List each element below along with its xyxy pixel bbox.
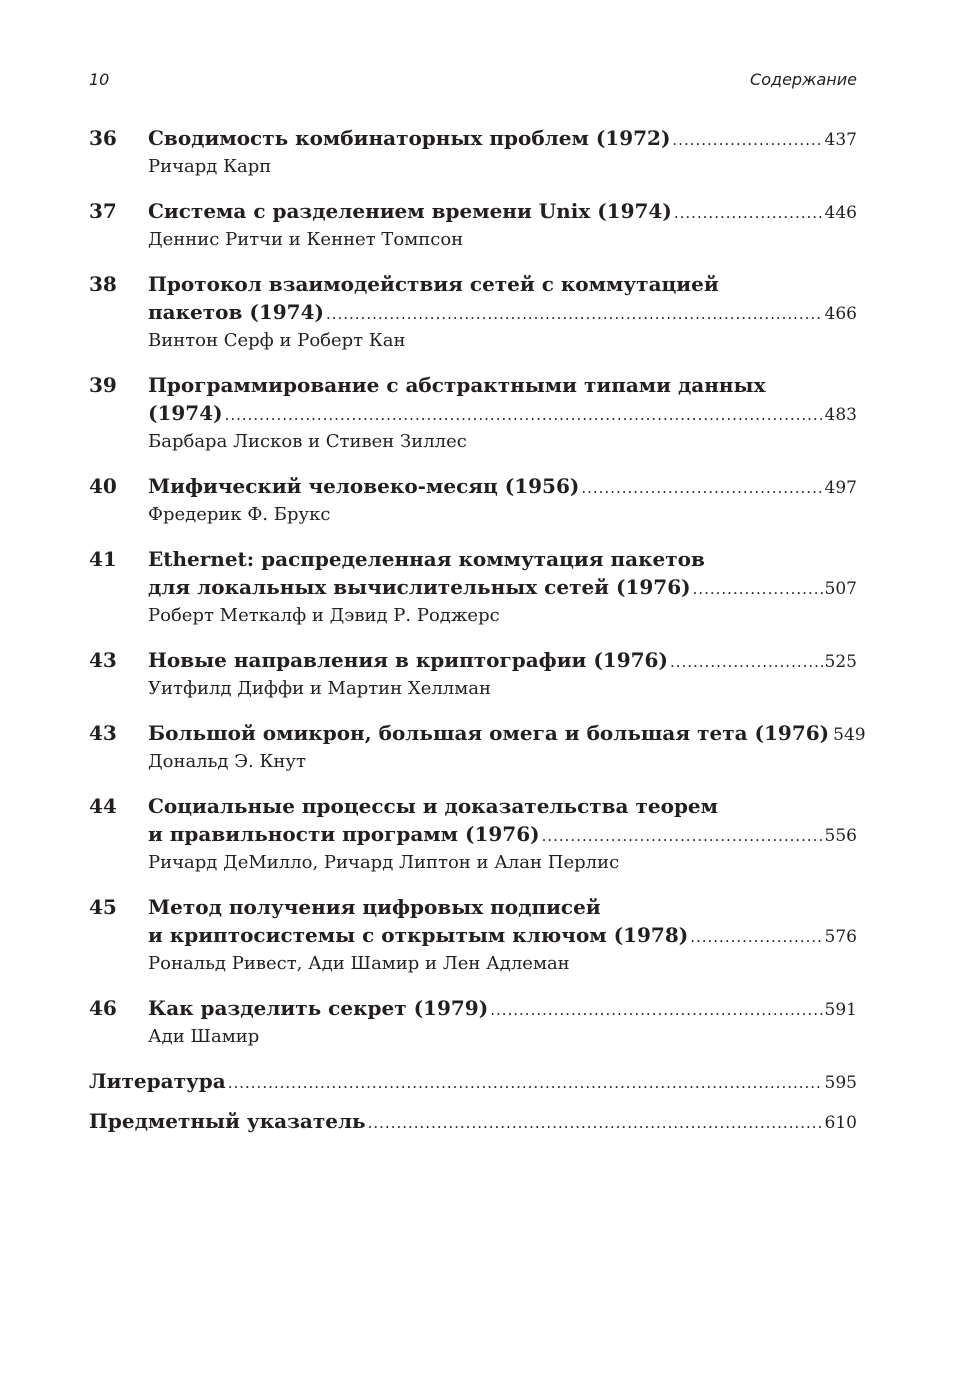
toc-entry[interactable] — [89, 472, 857, 528]
toc-entry-body — [148, 124, 857, 180]
page-ref[interactable]: 549 — [833, 725, 866, 745]
dot-leader — [326, 300, 823, 328]
toc-entry[interactable] — [89, 893, 857, 977]
toc-entry-body — [148, 270, 857, 354]
toc-entry-body — [148, 197, 857, 253]
chapter-author: Барбара Лисков и Стивен Зиллес — [148, 431, 467, 452]
chapter-number: 44 — [89, 794, 117, 818]
chapter-author: Дональд Э. Кнут — [148, 751, 306, 772]
chapter-title: и правильности программ (1976) — [148, 822, 540, 846]
chapter-title-leader-line — [148, 124, 857, 154]
page-ref[interactable]: 610 — [824, 1113, 857, 1133]
toc-entry-body — [148, 792, 857, 876]
chapter-title-leader-line — [148, 472, 857, 502]
back-matter-title: Литература — [89, 1069, 226, 1093]
page-ref[interactable]: 591 — [824, 1000, 857, 1020]
toc-entry[interactable] — [89, 124, 857, 180]
page-ref[interactable]: 483 — [824, 405, 857, 425]
page-ref[interactable]: 556 — [824, 826, 857, 846]
toc-entry-body — [148, 545, 857, 629]
table-of-contents — [89, 124, 866, 1147]
chapter-title: и криптосистемы с открытым ключом (1978) — [148, 923, 689, 947]
chapter-title-line: Социальные процессы и доказательства теорем — [148, 794, 719, 818]
chapter-number: 43 — [89, 721, 117, 745]
chapter-author: Уитфилд Диффи и Мартин Хеллман — [148, 678, 491, 699]
dot-leader — [225, 401, 823, 429]
chapter-number: 41 — [89, 547, 117, 571]
chapter-title: (1974) — [148, 401, 223, 425]
chapter-title: для локальных вычислительных сетей (1976) — [148, 575, 691, 599]
chapter-author: Ади Шамир — [148, 1026, 260, 1047]
dot-leader — [228, 1069, 823, 1097]
page-ref[interactable]: 466 — [824, 304, 857, 324]
chapter-title-line: Программирование с абстрактными типами данных — [148, 373, 766, 397]
toc-entry-body — [148, 371, 857, 455]
dot-leader — [670, 648, 823, 676]
chapter-number: 38 — [89, 272, 117, 296]
chapter-title-leader-line — [148, 994, 857, 1024]
chapter-number: 37 — [89, 199, 117, 223]
back-matter-entry[interactable] — [89, 1107, 857, 1137]
chapter-title-leader-line — [148, 921, 857, 951]
chapter-title: Мифический человеко-месяц (1956) — [148, 474, 580, 498]
chapter-title-line: Ethernet: распределенная коммутация пакетов — [148, 547, 705, 571]
toc-entry[interactable] — [89, 994, 857, 1050]
chapter-author: Роберт Меткалф и Дэвид Р. Роджерс — [148, 605, 500, 626]
dot-leader — [693, 575, 823, 603]
chapter-title: Система с разделением времени Unix (1974) — [148, 199, 672, 223]
chapter-number: 36 — [89, 126, 117, 150]
chapter-title-leader-line — [148, 820, 857, 850]
chapter-number: 43 — [89, 648, 117, 672]
back-matter-entry[interactable] — [89, 1067, 857, 1097]
running-header — [89, 70, 857, 92]
chapter-title-leader-line — [148, 646, 857, 676]
page-ref[interactable]: 497 — [824, 478, 857, 498]
section-title: Содержание — [750, 70, 857, 89]
dot-leader — [674, 199, 823, 227]
toc-entry-body — [148, 472, 857, 528]
chapter-author: Ричард Карп — [148, 156, 272, 177]
chapter-author: Рональд Ривест, Ади Шамир и Лен Адлеман — [148, 953, 570, 974]
toc-entry-body — [148, 893, 857, 977]
toc-entry[interactable] — [89, 719, 866, 775]
page-ref[interactable]: 446 — [824, 203, 857, 223]
page-ref[interactable]: 437 — [824, 130, 857, 150]
chapter-author: Фредерик Ф. Брукс — [148, 504, 331, 525]
toc-entry-body — [148, 994, 857, 1050]
toc-entry[interactable] — [89, 197, 857, 253]
chapter-title-leader-line — [148, 719, 866, 749]
chapter-title: Как разделить секрет (1979) — [148, 996, 489, 1020]
page-ref[interactable]: 595 — [824, 1073, 857, 1093]
toc-entry[interactable] — [89, 792, 857, 876]
chapter-title-line: Метод получения цифровых подписей — [148, 895, 601, 919]
chapter-number: 40 — [89, 474, 117, 498]
dot-leader — [368, 1109, 823, 1137]
chapter-title: Новые направления в криптографии (1976) — [148, 648, 668, 672]
chapter-title: пакетов (1974) — [148, 300, 324, 324]
dot-leader — [581, 474, 822, 502]
dot-leader — [490, 996, 822, 1024]
chapter-title-leader-line — [148, 197, 857, 227]
chapter-title: Большой омикрон, большая омега и большая тета (1976) — [148, 721, 830, 745]
toc-entry[interactable] — [89, 270, 857, 354]
page-ref[interactable]: 507 — [824, 579, 857, 599]
chapter-number: 45 — [89, 895, 117, 919]
chapter-author: Винтон Серф и Роберт Кан — [148, 330, 406, 351]
toc-entry[interactable] — [89, 646, 857, 702]
toc-entry-body — [148, 646, 857, 702]
chapter-title-leader-line — [148, 298, 857, 328]
back-matter-title: Предметный указатель — [89, 1109, 366, 1133]
back-matter — [89, 1067, 857, 1137]
toc-entry-body — [148, 719, 866, 775]
page-ref[interactable]: 525 — [824, 652, 857, 672]
chapter-title-leader-line — [148, 573, 857, 603]
dot-leader — [672, 126, 822, 154]
chapter-number: 39 — [89, 373, 117, 397]
toc-entry[interactable] — [89, 371, 857, 455]
page-number: 10 — [89, 70, 110, 89]
chapter-title: Сводимость комбинаторных проблем (1972) — [148, 126, 671, 150]
chapter-number: 46 — [89, 996, 117, 1020]
dot-leader — [690, 923, 822, 951]
chapter-title-leader-line — [148, 399, 857, 429]
toc-entry[interactable] — [89, 545, 857, 629]
dot-leader — [542, 822, 823, 850]
chapter-title-line: Протокол взаимодействия сетей с коммутацией — [148, 272, 719, 296]
page-ref[interactable]: 576 — [824, 927, 857, 947]
chapter-author: Ричард ДеМилло, Ричард Липтон и Алан Перлис — [148, 852, 620, 873]
chapter-author: Деннис Ритчи и Кеннет Томпсон — [148, 229, 464, 250]
